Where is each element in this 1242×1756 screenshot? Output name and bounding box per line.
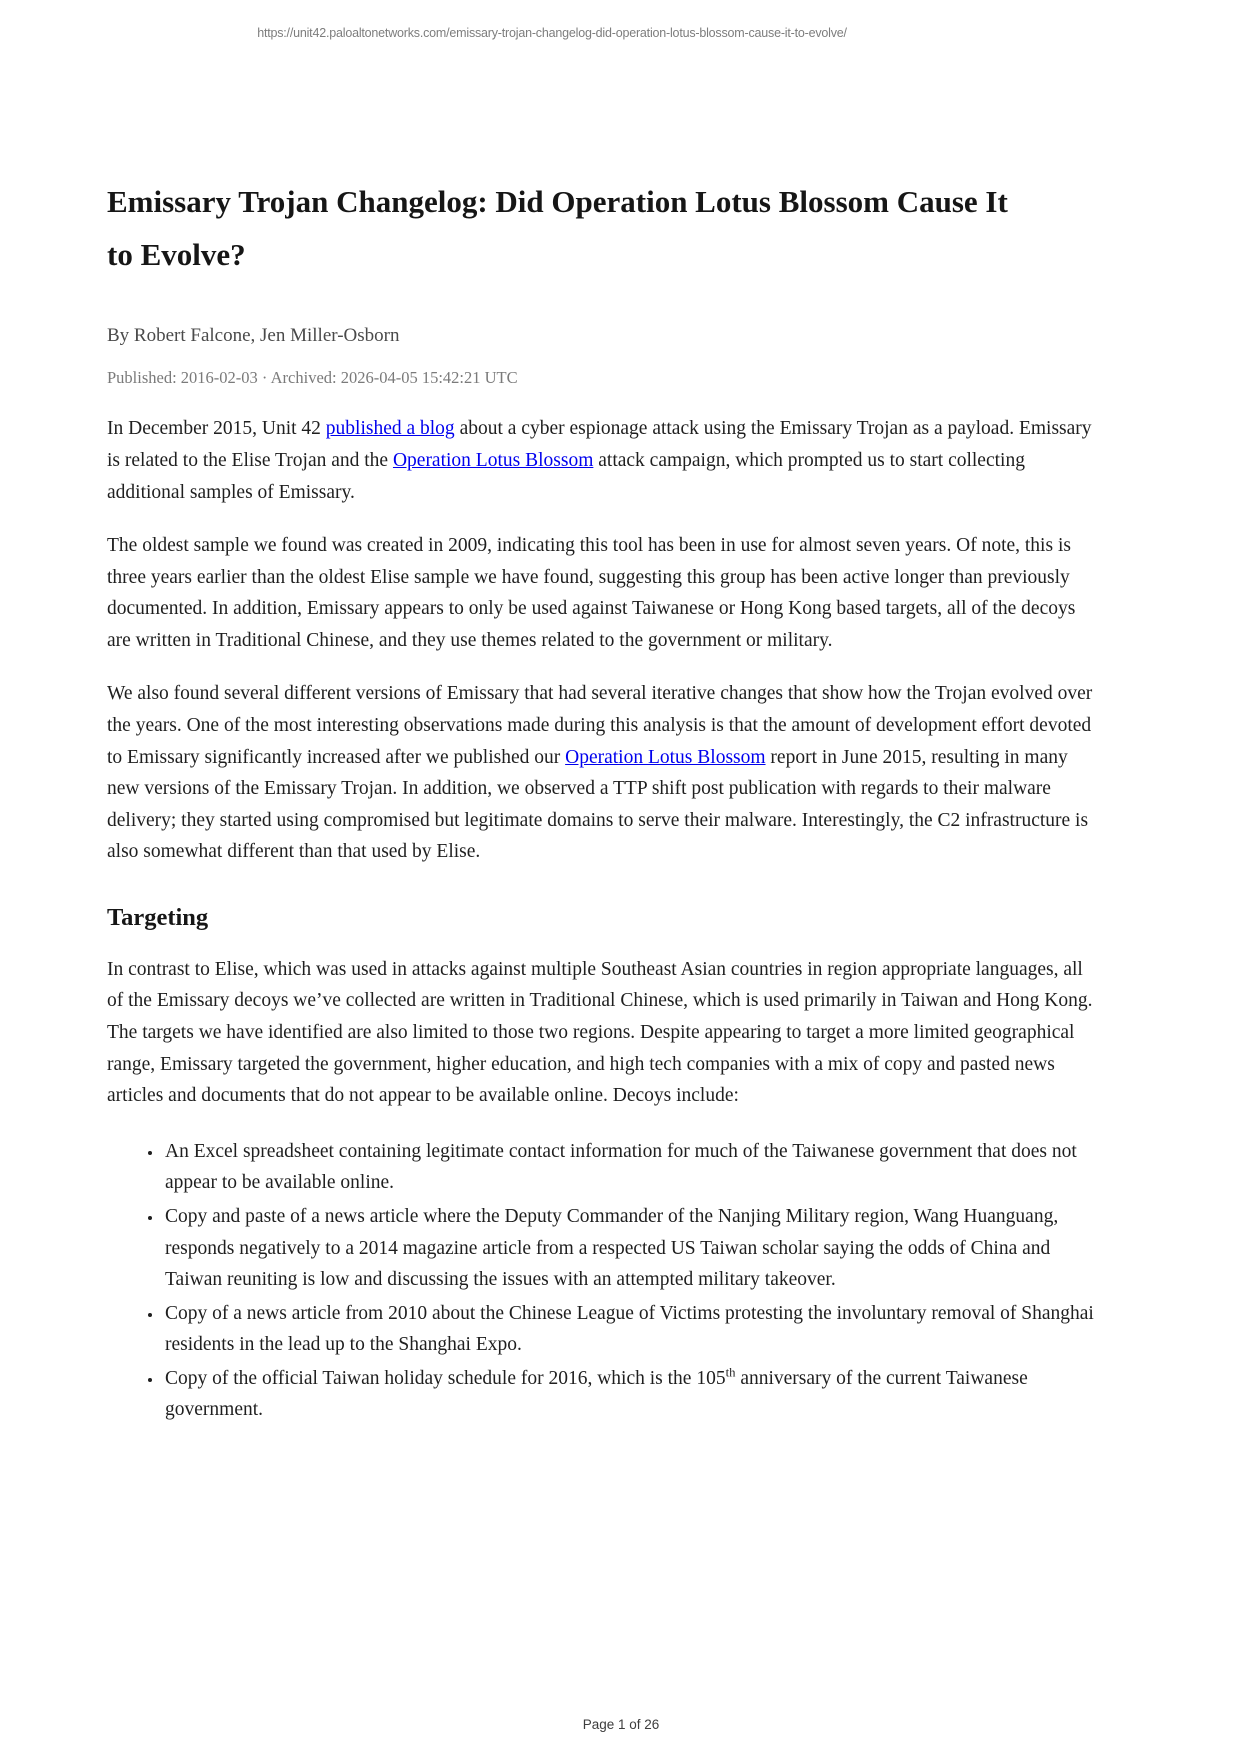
list-item-excel-spreadsheet: • An Excel spreadsheet containing legitimate contact information for much of the Taiwanese government that does not appear to be available online. [163,1136,1102,1199]
article-byline: By Robert Falcone, Jen Miller-Osborn [107,325,400,347]
ordinal-superscript: th [725,1365,736,1380]
list-item-text: Copy of the official Taiwan holiday schedule for 2016, which is the 105 [165,1367,726,1389]
archived-url: https://unit42.paloaltonetworks.com/emissary-trojan-changelog-did-operation-lotus-blossom-cause-it-to-evolve/ [257,26,847,40]
paragraph-text: attack campaign, which prompted us to start collecting additional samples of Emissary. [107,449,1025,503]
paragraph-text: In December 2015, Unit 42 [107,418,326,440]
list-item-holiday-schedule [163,1363,1102,1426]
article-meta-dates: Published: 2016-02-03 · Archived: 2026-04-05 15:42:21 UTC [107,368,518,388]
page-title: Emissary Trojan Changelog: Did Operation Lotus Blossom Cause It to Evolve? [107,184,1008,272]
list-item-news-article-shanghai: • Copy of a news article from 2010 about the Chinese League of Victims protesting the involuntary removal of Shanghai residents in the lead up to the Shanghai Expo. [163,1298,1102,1361]
paragraph-text: about a cyber espionage attack using the Emissary Trojan as a payload. Emissary is related to the Elise Trojan and the [107,418,1092,471]
link-published-a-blog[interactable]: published a blog [325,418,455,440]
paragraph-targeting: In contrast to Elise, which was used in attacks against multiple Southeast Asian countries in region appropriate languages, all of the Emissary decoys we’ve collected are written in Traditional Chinese, which is used primarily in Taiwan and Hong Kong. The targets we have identified are also limited to those two regions. Despite appearing to target a more limited geographical range, Emissary targeted the government, higher education, and high tech companies with a mix of copy and pasted news articles and documents that do not appear to be available online. Decoys include: [107,958,1093,1107]
section-heading-targeting: Targeting [107,903,209,931]
list-item-news-article-nanjing: • Copy and paste of a news article where the Deputy Commander of the Nanjing Military region, Wang Huanguang, responds negatively to a 2014 magazine article from a respected US Taiwan scholar saying the odds of China and Taiwan reuniting is low and discussing the issues with an attempted military takeover. [163,1201,1102,1296]
paragraph-text: report in June 2015, resulting in many new versions of the Emissary Trojan. In addition, we observed a TTP shift post publication with regards to their malware delivery; they started using compromised but legitimate domains to serve their malware. Interestingly, the C2 infrastructure is also somewhat different than that used by Elise. [107,746,1089,863]
paragraph-oldest-sample: The oldest sample we found was created in 2009, indicating this tool has been in use for almost seven years. Of note, this is three years earlier than the oldest Elise sample we have found, suggesting this group has been active longer than previously documented. In addition, Emissary appears to only be used against Taiwanese or Hong Kong based targets, all of the decoys are written in Traditional Chinese, and they use themes related to the government or military. [107,535,1076,651]
link-operation-lotus-blossom[interactable]: Operation Lotus Blossom [392,449,594,471]
paragraph-intro [107,413,1102,508]
article-body [107,413,1102,1426]
page-number: Page 1 of 26 [582,1717,660,1732]
article-content [107,176,1102,1426]
paragraph-text: We also found several different versions of Emissary that had several iterative changes that show how the Trojan evolved over the years. One of the most interesting observations made during this analysis is that the amount of development effort devoted to Emissary significantly increased after we published our [107,683,1093,768]
list-item-text: anniversary of the current Taiwanese government. [165,1367,1028,1421]
link-operation-lotus-blossom-report[interactable]: Operation Lotus Blossom [565,746,766,768]
decoy-list [107,1136,1102,1426]
paragraph-versions [107,678,1102,867]
